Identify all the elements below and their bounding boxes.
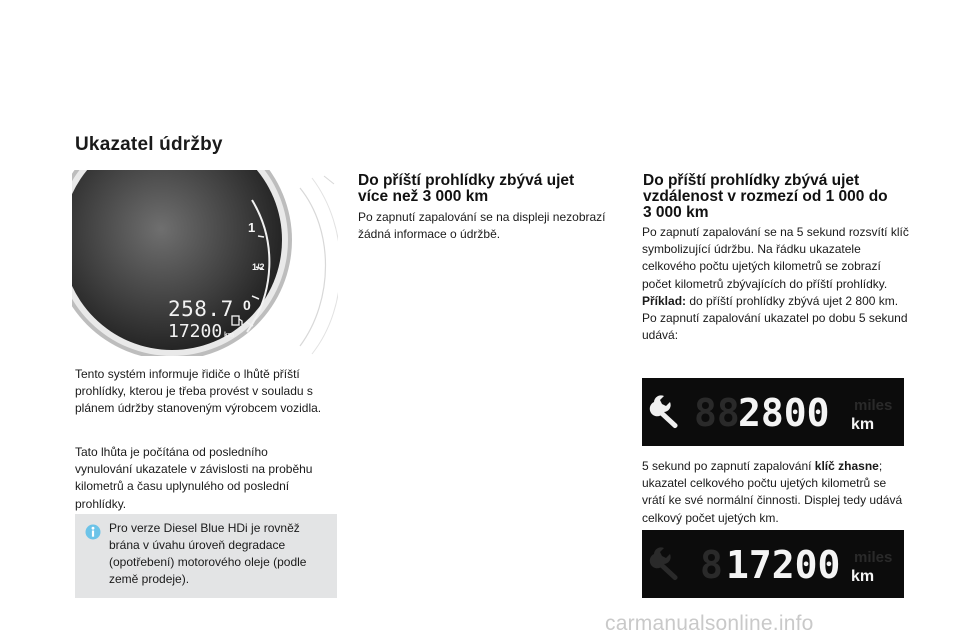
display1-unit: km [851,416,875,433]
example-label: Příklad: [642,293,687,308]
fuel-mark-full: 1 [248,220,256,235]
middle-heading-line2: více než 3 000 km [358,188,489,205]
display-total-km [642,530,904,598]
middle-paragraph: Po zapnutí zapalování se na displeji nezobrazí žádná informace o údržbě. [358,210,606,242]
right-para-b-text: Po zapnutí zapalování ukazatel po dobu 5 sekund udává: [642,311,908,343]
right-para-c-end: ; ukazatel celkového počtu ujetých kilometrů se vrátí ke své normální činnosti. Displej tedy udává celkový počet ujetých km. [642,459,903,525]
display1-ghost-unit: miles [854,397,893,414]
right-heading-line3: 3 000 km [643,204,709,221]
watermark-text: carmanualsonline.info [605,612,814,635]
odometer-readout: 17200 [168,321,223,342]
right-para-a-text: Po zapnutí zapalování se na 5 sekund rozsvítí klíč symbolizující údržbu. Na řádku ukazatele celkového počtu ujetých kilometrů se zobrazí počet kilometrů zbývajících do příští prohlídky. [642,225,909,291]
interval-paragraph: Tato lhůta je počítána od posledního vynulování ukazatele v závislosti na proběhu kilometrů a času uplynulého od poslední prohlídky. [75,445,313,511]
wrench-icon [650,395,678,428]
right-para-c-bold: klíč zhasne [814,459,879,473]
right-para-c-start: 5 sekund po zapnutí zapalování [642,459,815,473]
display2-ghost-unit: miles [854,549,893,566]
right-heading-line2: vzdálenost v rozmezí od 1 000 do [643,188,888,205]
info-note-text: Pro verze Diesel Blue HDi je rovněž brána v úvahu úroveň degradace (opotřebení) motorového oleje (podle země prodeje). [109,521,307,586]
middle-heading-line1: Do příští prohlídky zbývá ujet [358,172,575,189]
display1-ghost-digits: 88 [694,391,740,435]
intro-paragraph: Tento systém informuje řidiče o lhůtě příští prohlídky, kterou je třeba provést v souladu s plánem údržby stanoveným výrobcem vozidla. [75,367,322,416]
info-note-box [75,514,337,598]
middle-heading [358,173,574,205]
display2-ghost-digits: 8 [700,543,723,587]
right-paragraph-c [642,458,910,527]
wrench-icon [650,547,678,580]
instrument-cluster-illustration [72,170,338,356]
display-service-km [642,378,904,446]
page-title: Ukazatel údržby [75,134,223,155]
right-heading-line1: Do příští prohlídky zbývá ujet [643,172,860,189]
display2-unit: km [851,568,875,585]
right-paragraph-a [642,224,910,344]
example-text: do příští prohlídky zbývá ujet 2 800 km. [686,293,899,308]
display2-value: 17200 [726,543,841,587]
trip-readout: 258.7 [168,297,234,321]
fuel-mark-empty: 0 [243,297,251,313]
info-icon [85,524,101,540]
display1-value: 2800 [738,391,830,435]
right-heading [643,173,888,221]
odometer-unit: km [224,332,235,339]
fuel-mark-half: 1/2 [252,262,265,272]
